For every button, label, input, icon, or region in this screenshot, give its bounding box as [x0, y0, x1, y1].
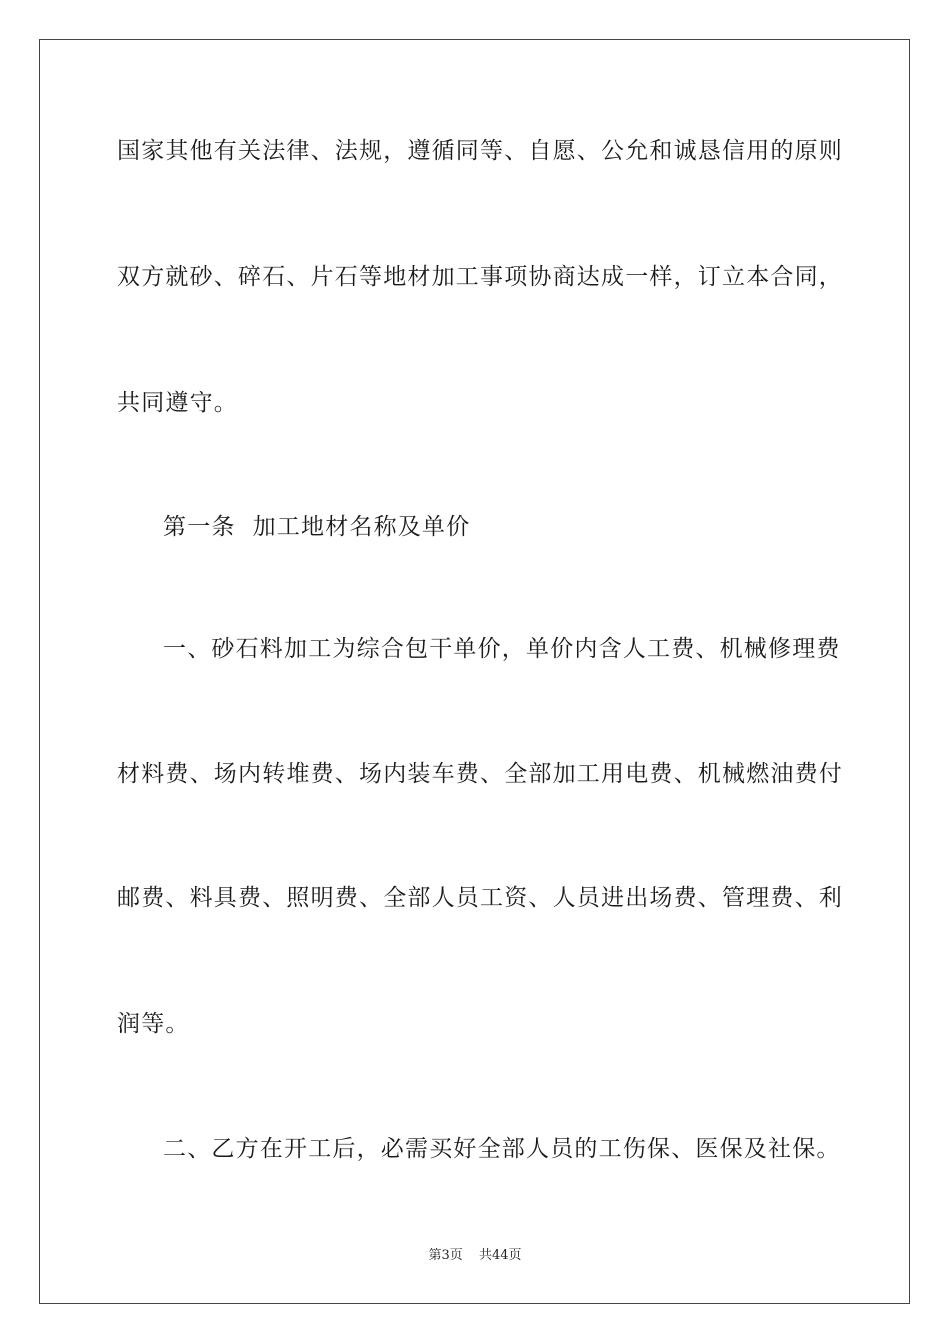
- body-text-line: 双方就砂、碎石、片石等地材加工事项协商达成一样，订立本合同，: [117, 264, 843, 290]
- body-text-line: 二、乙方在开工后，必需买好全部人员的工伤保、医保及社保。: [163, 1136, 841, 1162]
- body-text-line: 材料费、场内转堆费、场内装车费、全部加工用电费、机械燃油费付: [117, 761, 843, 787]
- body-text-line: 邮费、料具费、照明费、全部人员工资、人员进出场费、管理费、利: [117, 885, 843, 911]
- body-text-line: 一、砂石料加工为综合包干单价，单价内含人工费、机械修理费: [163, 636, 841, 662]
- body-text-line: 国家其他有关法律、法规，遵循同等、自愿、公允和诚恳信用的原则: [117, 138, 843, 164]
- page-border: [39, 39, 910, 1304]
- body-text-line: 共同遵守。: [117, 390, 238, 416]
- page-number: 第3页: [428, 1248, 463, 1263]
- body-text-line: 润等。: [117, 1011, 190, 1037]
- page-total: 共44页: [478, 1248, 522, 1263]
- page-footer: [0, 1247, 950, 1265]
- section-heading: 第一条 加工地材名称及单价: [163, 514, 471, 540]
